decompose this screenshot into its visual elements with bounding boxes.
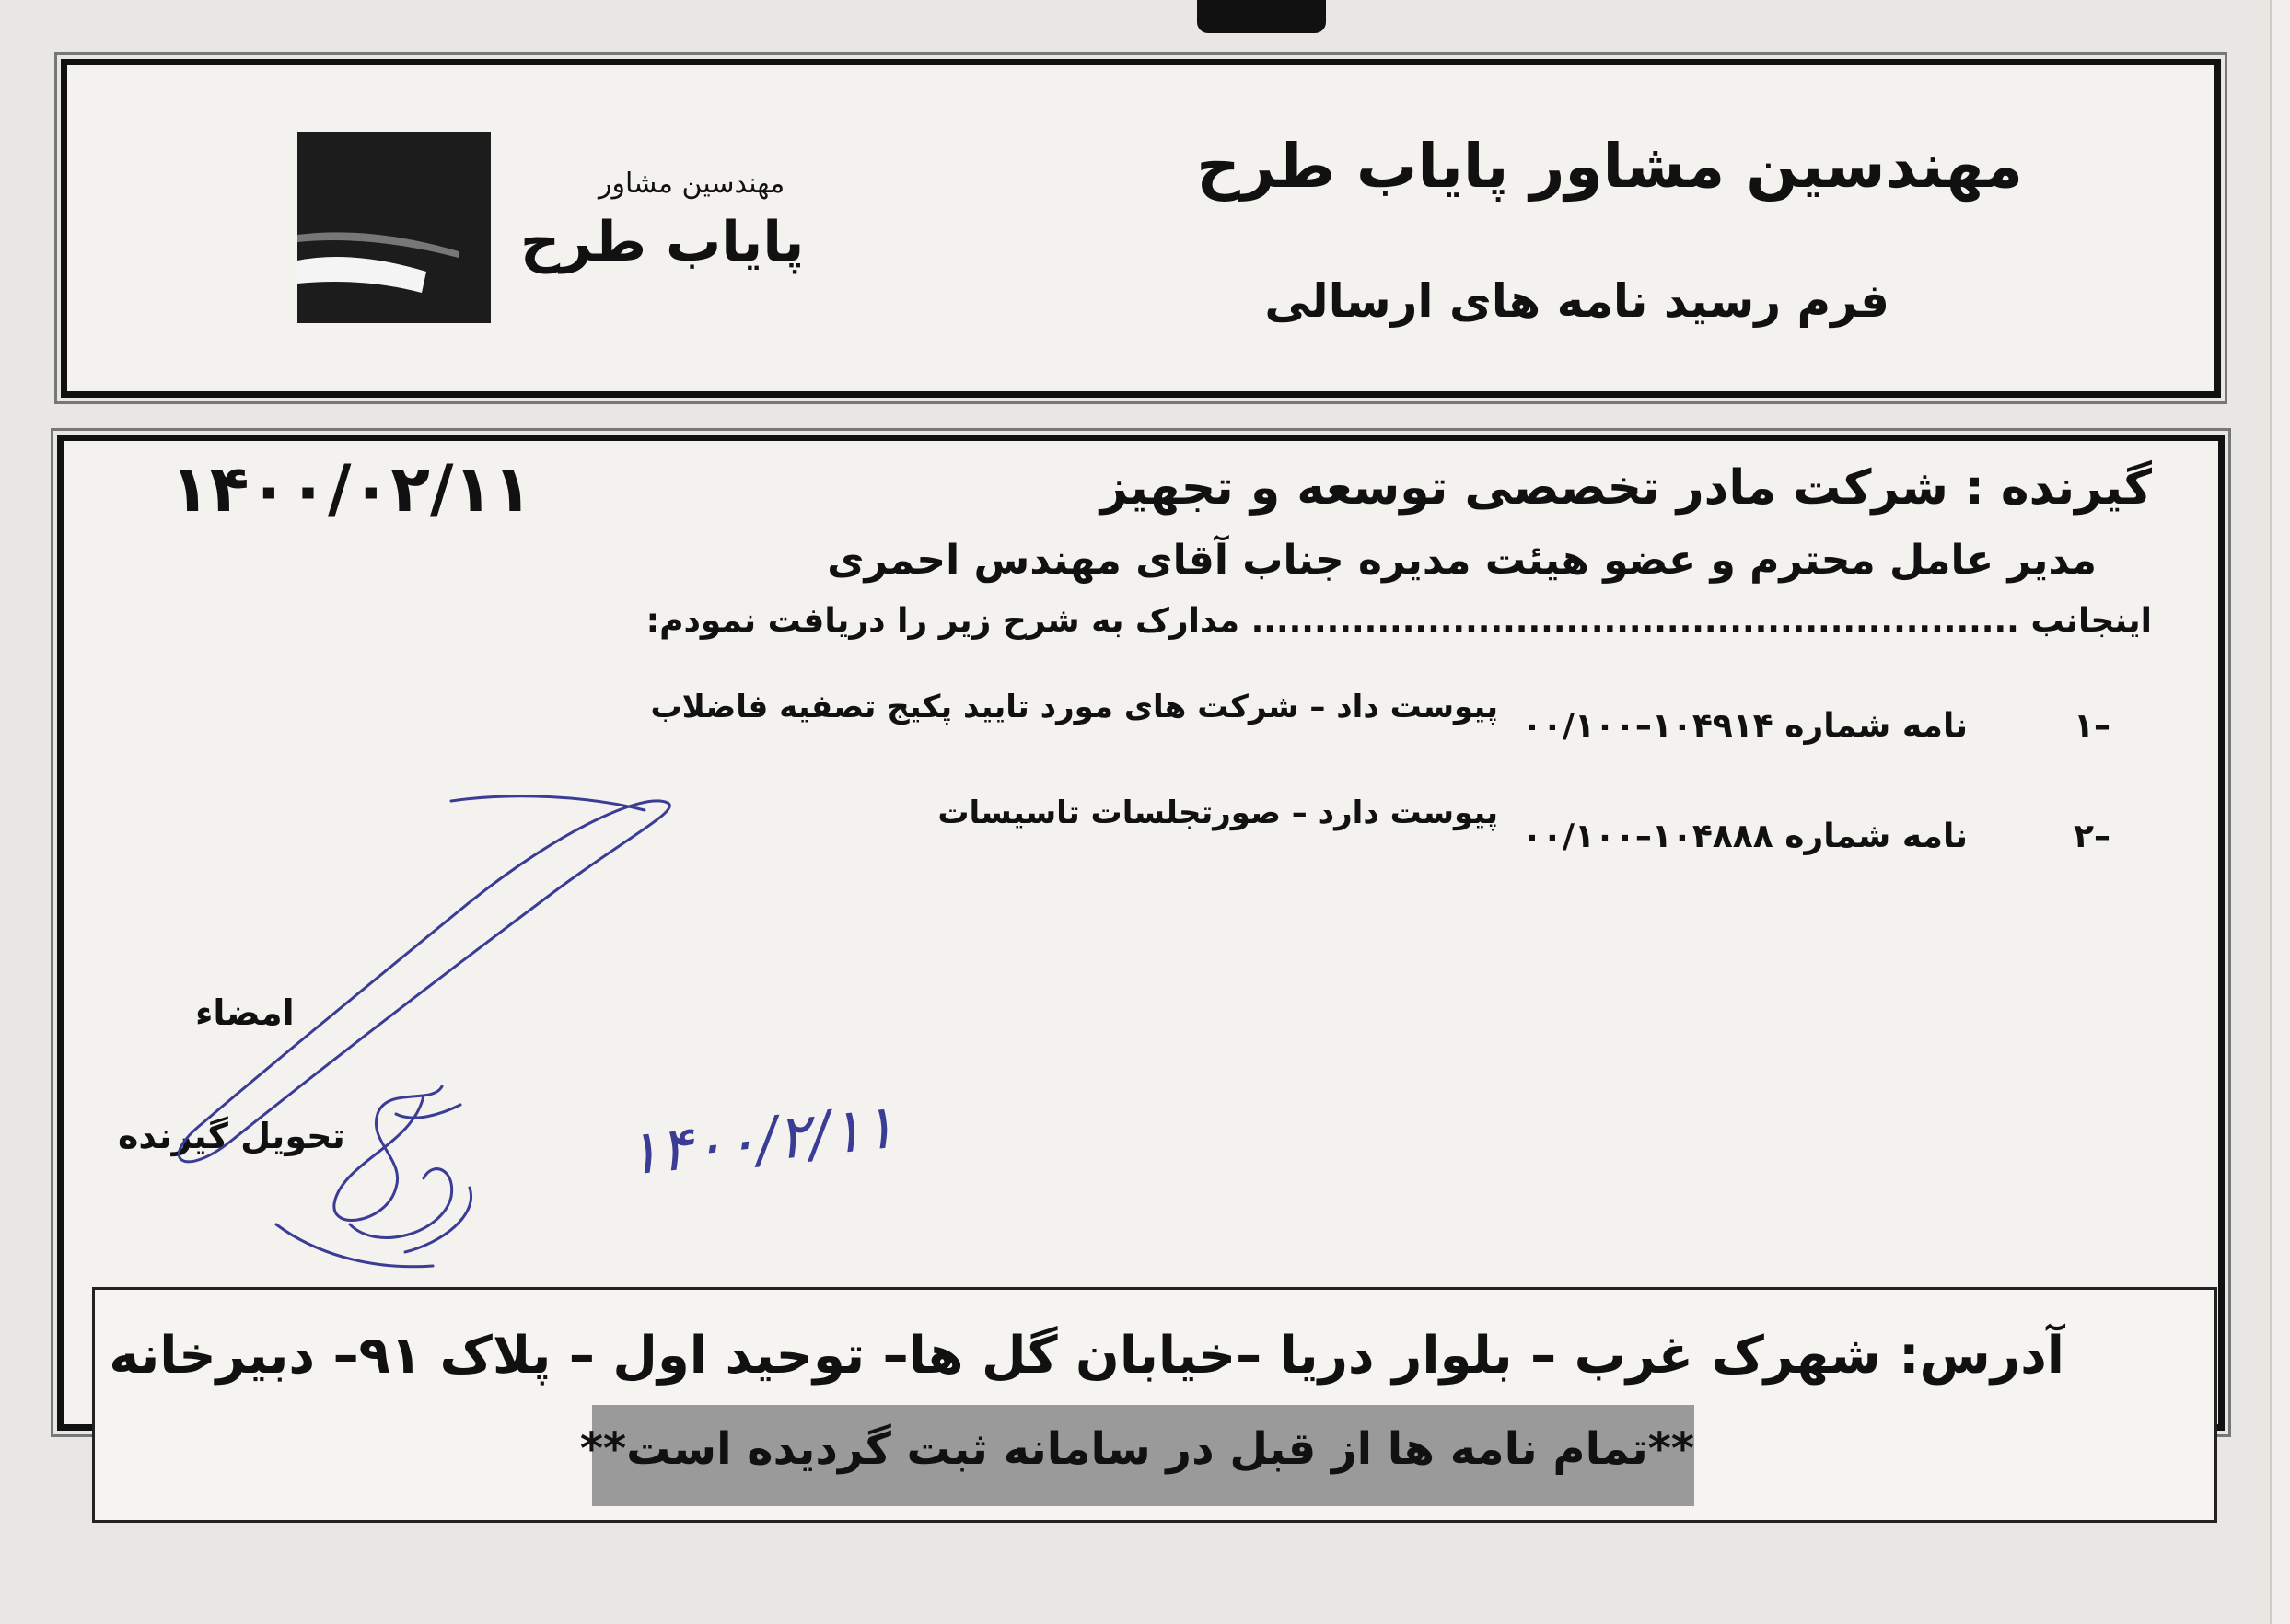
handwritten-date: ۱۴۰۰/۲/۱۱ — [622, 1090, 899, 1190]
logo-mark-icon — [297, 132, 491, 323]
handwritten-signature — [166, 792, 718, 1307]
page-edge — [2270, 0, 2290, 1624]
company-name: مهندسین مشاور پایاب طرح — [1196, 131, 2023, 202]
item-number: ۲– — [2074, 818, 2110, 855]
company-logo — [297, 132, 491, 323]
registration-note: **تمام نامه ها از قبل در سامانه ثبت گردیده است** — [579, 1423, 1694, 1475]
notice-bar — [579, 1405, 1694, 1506]
document-date: ۱۴۰۰/۰۲/۱۱ — [170, 451, 532, 527]
receiver-label: تحویل گیرنده — [118, 1116, 345, 1156]
item-letter-number: نامه شماره ۱۰۴۸۸۸–۰۰/۱۰۰ — [1521, 818, 1968, 855]
receipt-intro: اینجانب ............................................................. مدارک به شرح زیر را دریافت نمودم: — [645, 602, 2152, 640]
recipient-manager: مدیر عامل محترم و عضو هیئت مدیره جناب آقای مهندس احمری — [827, 537, 2097, 584]
item-description: پیوست داد – شرکت های مورد تایید پکیج تصفیه فاضلاب — [650, 689, 1498, 725]
item-number: ۱– — [2074, 707, 2110, 745]
item-description: پیوست دارد – صورتجلسات تاسیسات — [937, 795, 1498, 831]
logo-text-large: پایاب طرح — [520, 210, 805, 274]
logo-text-small: مهندسین مشاور — [599, 168, 785, 200]
address-line: آدرس: شهرک غرب – بلوار دریا –خیابان گل ها– توحید اول – پلاک ۹۱– دبیرخانه — [109, 1326, 2064, 1386]
item-letter-number: نامه شماره ۱۰۴۹۱۴–۰۰/۱۰۰ — [1521, 707, 1968, 745]
recipient-line: گیرنده : شرکت مادر تخصصی توسعه و تجهیز — [1099, 460, 2152, 516]
torn-paper-edge — [1197, 0, 1326, 33]
form-title: فرم رسید نامه های ارسالی — [1264, 274, 1889, 328]
signature-label: امضاء — [195, 992, 295, 1033]
